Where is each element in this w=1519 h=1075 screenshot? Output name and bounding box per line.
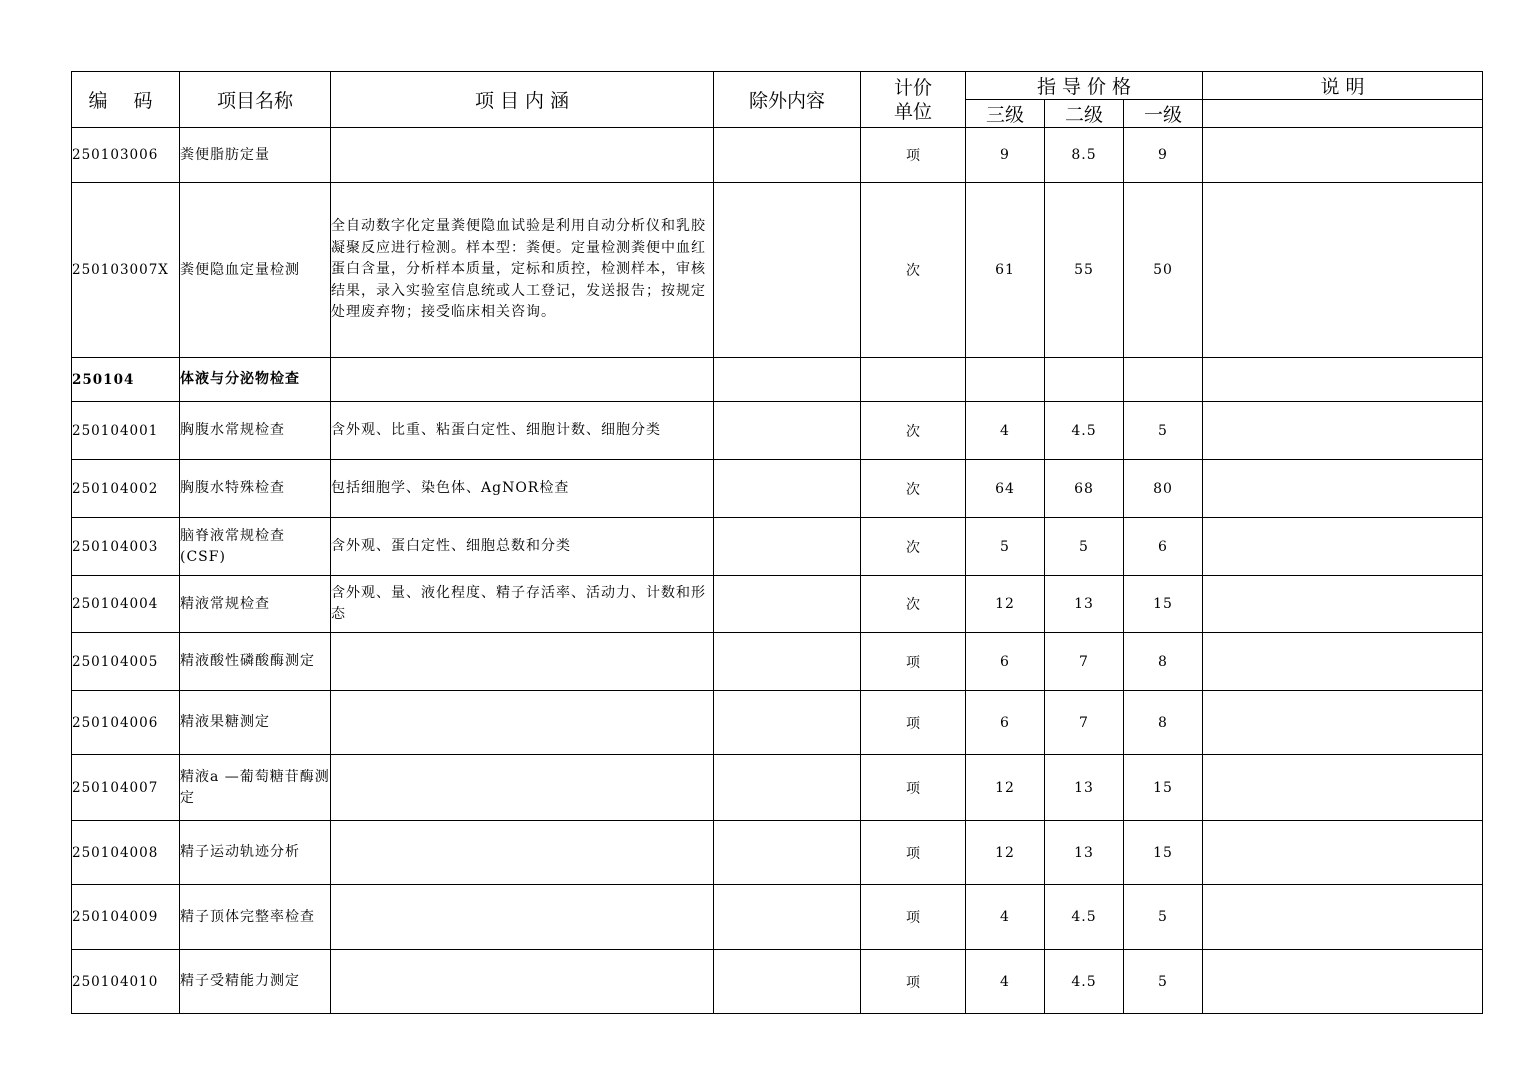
cell-content: 含外观、量、液化程度、精子存活率、活动力、计数和形态 — [331, 576, 714, 633]
header-level2: 二级 — [1045, 100, 1124, 128]
table-row — [72, 950, 1483, 1014]
cell-price-level3: 6 — [966, 633, 1045, 691]
cell-content: 含外观、蛋白定性、细胞总数和分类 — [331, 518, 714, 576]
cell-note — [1203, 402, 1483, 460]
cell-name: 精子运动轨迹分析 — [180, 821, 331, 885]
cell-price-level2: 13 — [1045, 821, 1124, 885]
cell-note — [1203, 821, 1483, 885]
header-unit-line1: 计价 — [893, 76, 932, 99]
cell-price-level1: 15 — [1124, 821, 1203, 885]
cell-name: 精子受精能力测定 — [180, 950, 331, 1014]
cell-excluded — [714, 950, 861, 1014]
cell-price-level3: 64 — [966, 460, 1045, 518]
cell-unit: 次 — [861, 460, 966, 518]
cell-price-level2: 7 — [1045, 633, 1124, 691]
cell-note — [1203, 885, 1483, 950]
cell-unit: 项 — [861, 633, 966, 691]
cell-price-level2: 13 — [1045, 576, 1124, 633]
cell-price-level2: 4.5 — [1045, 402, 1124, 460]
cell-name: 精子顶体完整率检查 — [180, 885, 331, 950]
cell-price-level3 — [966, 358, 1045, 402]
cell-note — [1203, 691, 1483, 755]
cell-excluded — [714, 885, 861, 950]
cell-price-level3: 12 — [966, 821, 1045, 885]
cell-note — [1203, 183, 1483, 358]
table-row — [72, 183, 1483, 358]
table-row — [72, 576, 1483, 633]
cell-content — [331, 755, 714, 821]
cell-price-level2: 7 — [1045, 691, 1124, 755]
cell-price-level1: 15 — [1124, 755, 1203, 821]
cell-price-level3: 4 — [966, 885, 1045, 950]
cell-content — [331, 821, 714, 885]
cell-price-level3: 4 — [966, 950, 1045, 1014]
cell-price-level1: 8 — [1124, 633, 1203, 691]
cell-price-level2: 68 — [1045, 460, 1124, 518]
cell-unit: 项 — [861, 885, 966, 950]
cell-unit: 项 — [861, 128, 966, 183]
cell-price-level2: 55 — [1045, 183, 1124, 358]
table-row — [72, 821, 1483, 885]
cell-unit: 次 — [861, 518, 966, 576]
cell-price-level1: 80 — [1124, 460, 1203, 518]
cell-price-level3: 4 — [966, 402, 1045, 460]
cell-note — [1203, 950, 1483, 1014]
cell-name: 脑脊液常规检查(CSF) — [180, 518, 331, 576]
cell-code: 250104001 — [72, 402, 180, 460]
cell-code: 250104003 — [72, 518, 180, 576]
cell-code: 250104002 — [72, 460, 180, 518]
cell-price-level1: 50 — [1124, 183, 1203, 358]
cell-excluded — [714, 518, 861, 576]
cell-unit: 项 — [861, 755, 966, 821]
cell-name: 精液常规检查 — [180, 576, 331, 633]
cell-unit: 项 — [861, 821, 966, 885]
table-row — [72, 518, 1483, 576]
cell-name: 胸腹水特殊检查 — [180, 460, 331, 518]
cell-price-level2: 5 — [1045, 518, 1124, 576]
cell-name: 胸腹水常规检查 — [180, 402, 331, 460]
cell-price-level2: 8.5 — [1045, 128, 1124, 183]
cell-name: 粪便脂肪定量 — [180, 128, 331, 183]
table-row — [72, 633, 1483, 691]
cell-note — [1203, 460, 1483, 518]
cell-excluded — [714, 358, 861, 402]
cell-note — [1203, 633, 1483, 691]
header-price-group: 指 导 价 格 — [966, 72, 1203, 100]
table-row — [72, 128, 1483, 183]
cell-price-level3: 12 — [966, 576, 1045, 633]
cell-price-level1: 5 — [1124, 402, 1203, 460]
cell-price-level1: 6 — [1124, 518, 1203, 576]
cell-code: 250104009 — [72, 885, 180, 950]
cell-excluded — [714, 402, 861, 460]
cell-content: 包括细胞学、染色体、AgNOR检查 — [331, 460, 714, 518]
header-note-sub — [1203, 100, 1483, 128]
cell-unit: 次 — [861, 183, 966, 358]
cell-unit: 项 — [861, 691, 966, 755]
cell-unit — [861, 358, 966, 402]
header-code: 编 码 — [72, 72, 180, 128]
cell-price-level1 — [1124, 358, 1203, 402]
cell-price-level3: 12 — [966, 755, 1045, 821]
cell-excluded — [714, 755, 861, 821]
header-name: 项目名称 — [180, 72, 331, 128]
cell-price-level3: 6 — [966, 691, 1045, 755]
cell-content — [331, 691, 714, 755]
table-row — [72, 755, 1483, 821]
cell-code: 250104006 — [72, 691, 180, 755]
header-level3: 三级 — [966, 100, 1045, 128]
cell-code: 250104010 — [72, 950, 180, 1014]
cell-price-level3: 5 — [966, 518, 1045, 576]
section-row — [72, 358, 1483, 402]
table-row — [72, 402, 1483, 460]
cell-name: 体液与分泌物检查 — [180, 358, 331, 402]
cell-note — [1203, 128, 1483, 183]
cell-note — [1203, 576, 1483, 633]
cell-code: 250104 — [72, 358, 180, 402]
cell-excluded — [714, 460, 861, 518]
cell-name: 精液a —葡萄糖苷酶测定 — [180, 755, 331, 821]
cell-note — [1203, 755, 1483, 821]
cell-code: 250104005 — [72, 633, 180, 691]
cell-excluded — [714, 691, 861, 755]
header-unit — [861, 72, 966, 128]
header-note: 说 明 — [1203, 72, 1483, 100]
cell-excluded — [714, 633, 861, 691]
header-content: 项 目 内 涵 — [331, 72, 714, 128]
table-row — [72, 691, 1483, 755]
cell-price-level2: 4.5 — [1045, 950, 1124, 1014]
cell-content — [331, 885, 714, 950]
cell-name: 精液果糖测定 — [180, 691, 331, 755]
cell-price-level1: 8 — [1124, 691, 1203, 755]
cell-price-level1: 9 — [1124, 128, 1203, 183]
price-table — [71, 71, 1483, 1014]
cell-content: 含外观、比重、粘蛋白定性、细胞计数、细胞分类 — [331, 402, 714, 460]
table-row — [72, 460, 1483, 518]
cell-content — [331, 128, 714, 183]
cell-excluded — [714, 128, 861, 183]
cell-unit: 项 — [861, 950, 966, 1014]
cell-price-level1: 15 — [1124, 576, 1203, 633]
cell-unit: 次 — [861, 576, 966, 633]
cell-price-level2: 4.5 — [1045, 885, 1124, 950]
header-level1: 一级 — [1124, 100, 1203, 128]
header-excluded: 除外内容 — [714, 72, 861, 128]
cell-name: 精液酸性磷酸酶测定 — [180, 633, 331, 691]
cell-price-level2: 13 — [1045, 755, 1124, 821]
table-row — [72, 885, 1483, 950]
cell-note — [1203, 518, 1483, 576]
cell-price-level3: 9 — [966, 128, 1045, 183]
cell-note — [1203, 358, 1483, 402]
cell-code: 250104007 — [72, 755, 180, 821]
cell-excluded — [714, 576, 861, 633]
header-unit-line2: 单位 — [893, 100, 932, 123]
cell-code: 250103007X — [72, 183, 180, 358]
cell-code: 250103006 — [72, 128, 180, 183]
cell-code: 250104008 — [72, 821, 180, 885]
table-body — [72, 128, 1483, 1014]
cell-code: 250104004 — [72, 576, 180, 633]
cell-name: 粪便隐血定量检测 — [180, 183, 331, 358]
cell-price-level2 — [1045, 358, 1124, 402]
cell-price-level3: 61 — [966, 183, 1045, 358]
cell-unit: 次 — [861, 402, 966, 460]
cell-content — [331, 950, 714, 1014]
cell-excluded — [714, 821, 861, 885]
cell-content — [331, 633, 714, 691]
cell-content — [331, 358, 714, 402]
cell-price-level1: 5 — [1124, 950, 1203, 1014]
cell-price-level1: 5 — [1124, 885, 1203, 950]
cell-content: 全自动数字化定量粪便隐血试验是利用自动分析仪和乳胶凝聚反应进行检测。样本型：粪便。定量检测粪便中血红蛋白含量，分析样本质量，定标和质控，检测样本，审核结果，录入实验室信息统或人工登记，发送报告；按规定处理废弃物；接受临床相关咨询。 — [331, 183, 714, 358]
cell-excluded — [714, 183, 861, 358]
